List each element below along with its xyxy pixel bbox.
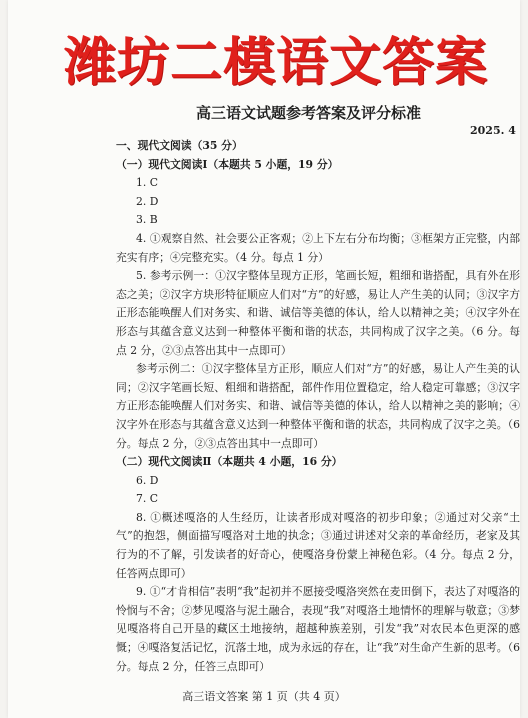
part-heading: （二）现代文阅读Ⅱ（本题共 4 小题，16 分） [116,455,343,469]
answer-item: 5. 参考示例一：①汉字整体呈现方正形，笔画长短，粗细和谐搭配，具有外在形态之美；②汉字方块形特征顺应人们对“方”的好感，易让人产生美的认同；③汉字方正形态能唤醒人们对务实、和谐、诚信等美德的体认，给人以精神之美；④汉字外在形态与其蕴含意义达到一种整体平衡和谐的状态，共同构成了汉字之美。（6 分。每点 2 分，②③点答出其中一点即可） [116,269,520,357]
page-footer: 高三语文答案 第 1 页（共 4 页） [182,690,346,703]
document-date: 2025. 4 [470,124,516,137]
answer-item: 9. ①“才肯相信”表明“我”起初并不愿接受嘎洛突然在麦田倒下，表达了对嘎洛的怜悯与不舍；②梦见嘎洛与泥土融合，表现“我”对嘎洛土地情怀的理解与敬意；③梦见嘎洛将自己开垦的藏区土地接纳，超越种族差别，引发“我”对农民本色更深的感慨；④嘎洛复活记忆，沉落土地，成为永远的存在，让“我”对生命产生新的思考。（6 分。每点 2 分，任答三点即可） [116,585,520,673]
section-heading: 一、现代文阅读（35 分） [116,139,243,152]
part-heading: （一）现代文阅读Ⅰ（本题共 5 小题，19 分） [116,157,339,171]
answer-item: 8. ①概述嘎洛的人生经历，让读者形成对嘎洛的初步印象；②通过对父亲“土气”的抱怨，侧面描写嘎洛对土地的执念；③通过讲述对父亲的革命经历，老家及其行为的不了解，引发读者的好奇心，使嘎洛身份蒙上神秘色彩。（4 分。每点 2 分，任答两点即可） [116,510,520,580]
answer-item: 7. C [136,492,158,506]
answer-item: 2. D [136,194,159,208]
answer-item: 3. B [136,213,158,227]
answer-item: 6. D [136,473,159,487]
answer-item: 参考示例二：①汉字整体呈方正形，顺应人们对“方”的好感，易让人产生美的认同；②汉字笔画长短、粗细和谐搭配，部件作用位置稳定，给人稳定可靠感；③汉字方正形态能唤醒人们对务实、和谐、诚信等美德的体认，给人以精神之美的影响；④汉字外在形态与其蕴含意义达到一种整体平衡和谐的状态，共同构成了汉字之美。（6 分。每点 2 分，②③点答出其中一点即可） [116,362,520,450]
answer-item: 1. C [136,176,158,190]
answer-body [116,137,520,676]
answer-item: 4. ①观察自然、社会要公正客观；②上下左右分布均衡；③框架方正完整，内部充实有序；④完整充实。（4 分。每点 1 分） [116,231,520,264]
document-title: 高三语文试题参考答案及评分标准 [196,104,422,122]
answer-sheet-page [8,0,520,718]
watermark-banner: 潍坊二模语文答案 [64,33,489,93]
